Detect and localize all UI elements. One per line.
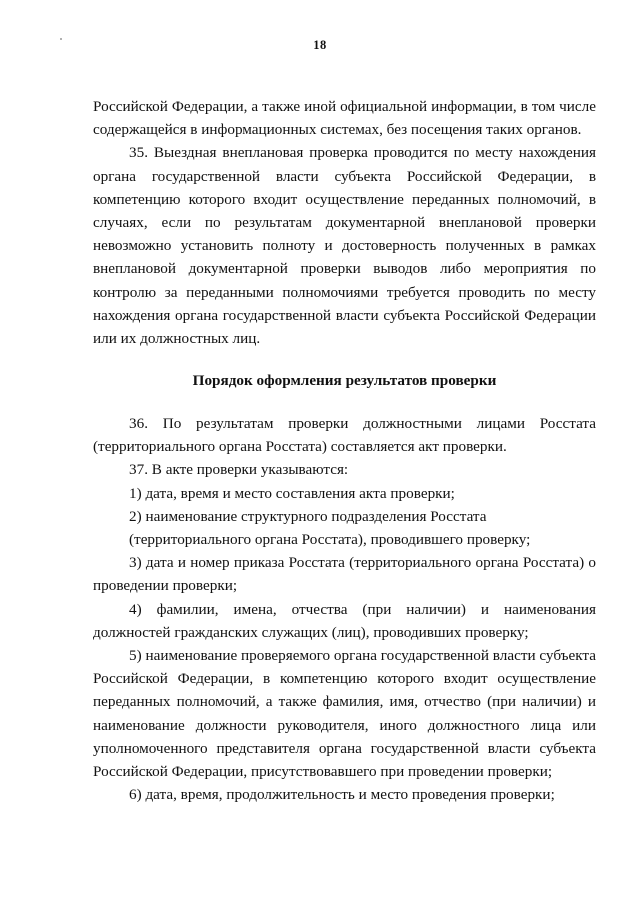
page-number: 18 (313, 38, 327, 52)
list-item-2-continuation: (территориального органа Росстата), проводившего проверку; (129, 531, 531, 549)
list-item-4: 4) фамилии, имена, отчества (при наличии) и наименования должностей гражданских служащих (лиц), проводивших проверку; (93, 600, 596, 641)
paragraph-35: 35. Выездная внеплановая проверка проводится по месту нахождения органа государственной власти субъекта Российской Федерации, в компетенцию которого входит осуществление переданных полномочий, в случаях, если по результатам документарной внеплановой проверки невозможно установить полноту и достоверность полученных в рамках внеплановой документарной проверки выводов либо мероприятия по контролю за переданными полномочиями требуется проводить по месту нахождения органа государственной власти субъекта Российской Федерации или их должностных лиц. (93, 144, 596, 348)
list-item-5: 5) наименование проверяемого органа государственной власти субъекта Российской Федерации, в компетенцию которого входит осуществление переданных полномочий, а также фамилия, имя, отчество (при наличии) и наименование должности руководителя, иного должностного лица или уполномоченного представителя органа государственной власти субъекта Российской Федерации, присутствовавшего при проведении проверки; (93, 647, 596, 781)
continuation-paragraph: Российской Федерации, а также иной официальной информации, в том числе содержащейся в информационных системах, без посещения таких органов. (93, 98, 596, 139)
list-item-3: 3) дата и номер приказа Росстата (территориального органа Росстата) о проведении проверки; (93, 554, 596, 595)
list-item-1: 1) дата, время и место составления акта проверки; (129, 484, 455, 502)
list-item-2: 2) наименование структурного подразделения Росстата (129, 507, 487, 525)
paragraph-37: 37. В акте проверки указываются: (129, 461, 349, 479)
bottom-text-block (93, 412, 596, 806)
list-item-6: 6) дата, время, продолжительность и место проведения проверки; (129, 786, 555, 804)
paragraph-36: 36. По результатам проверки должностными лицами Росстата (территориального органа Росстата) составляется акт проверки. (93, 415, 596, 456)
top-text-block (93, 95, 596, 350)
section-heading: Порядок оформления результатов проверки (192, 372, 497, 389)
